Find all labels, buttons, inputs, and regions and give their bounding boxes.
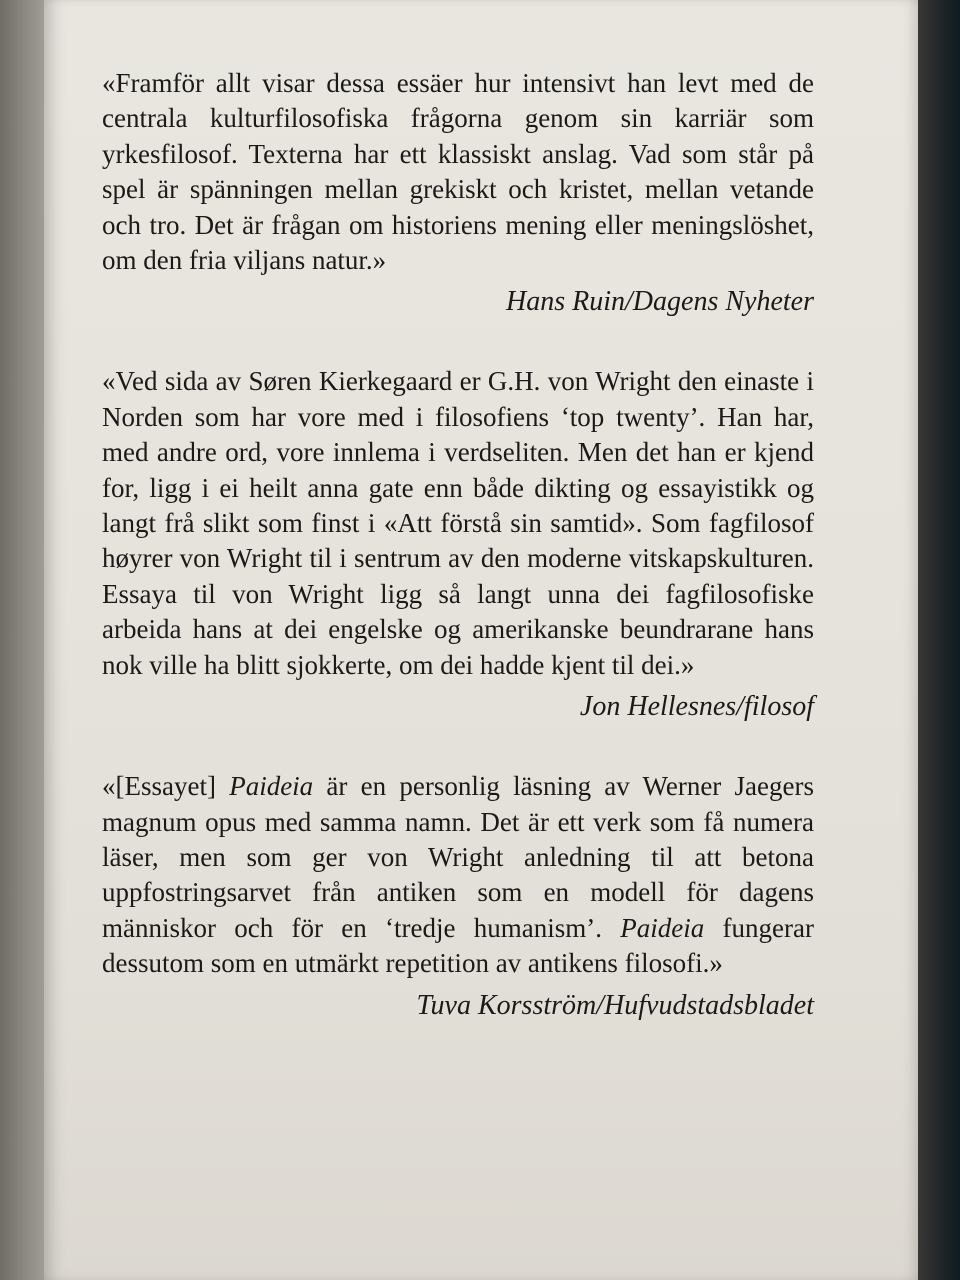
review-quote <box>102 769 814 981</box>
background-surface <box>916 0 960 1280</box>
book-page <box>44 0 918 1280</box>
book-title: Paideia <box>620 912 705 943</box>
review-item <box>102 66 814 320</box>
review-attribution: Tuva Korsström/Hufvudstadsbladet <box>416 989 814 1021</box>
reviews-list <box>102 66 814 1068</box>
adjacent-page-edge <box>0 0 46 1280</box>
review-item <box>102 769 814 1023</box>
review-quote: «Ved sida av Søren Kierkegaard er G.H. von Wright den einaste i Norden som har vore med i filosofiens ‘top twenty’. Han har, med andre ord, vore innlema i verdseliten. Men det han er kjend for, ligg i ei heilt anna gate enn både dikting og essayistikk og langt frå slikt som finst i «Att förstå sin samtid». Som fagfilosof høyrer von Wright til i sentrum av den moderne vitskapskulturen. Essaya til von Wright ligg så langt unna dei fagfilosofiske arbeida hans at dei engelske og amerikanske beundrarane hans nok ville ha blitt sjokkerte, om dei hadde kjent til dei.» <box>102 366 814 680</box>
review-attribution: Hans Ruin/Dagens Nyheter <box>506 286 814 318</box>
book-title: Paideia <box>229 771 314 802</box>
review-item <box>102 364 814 725</box>
quote-text: är en personlig läsning av Werner Jaegers magnum opus med samma namn. Det är ett verk som få numera läser, men som ger von Wright anledning til att betona uppfostringsarvet från antiken som en modell för dagens människor och för en ‘tredje humanism’. <box>102 771 814 943</box>
quote-text: «[Essayet] <box>102 771 230 802</box>
quote-text: fungerar dessutom som en utmärkt repetition av antikens filosofi.» <box>102 912 814 979</box>
review-attribution: Jon Hellesnes/filosof <box>579 691 814 723</box>
review-quote: «Framför allt visar dessa essäer hur intensivt han levt med de centrala kulturfilosofiska frågorna genom sin karriär som yrkesfilosof. Texterna har ett klassiskt anslag. Vad som står på spel är spänningen mellan grekiskt och kristet, mellan vetande och tro. Det är frågan om historiens mening eller meningslöshet, om den fria viljans natur.» <box>102 68 814 276</box>
